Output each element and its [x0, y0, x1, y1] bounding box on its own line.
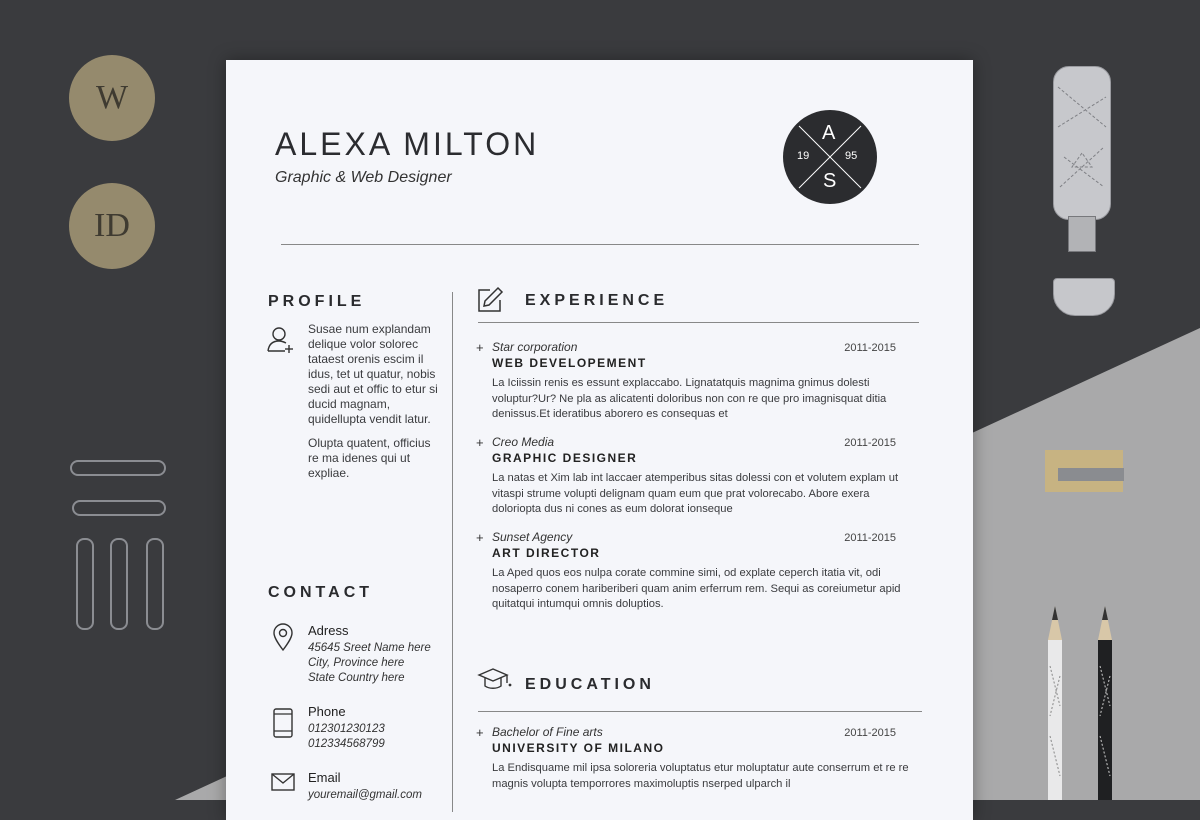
plus-icon: + — [476, 530, 484, 545]
graduation-cap-icon — [477, 666, 513, 694]
paperclip-icon — [70, 460, 166, 476]
monogram-left-number: 19 — [797, 150, 810, 162]
email-icon — [270, 772, 296, 792]
experience-divider — [478, 322, 919, 323]
education-school: UNIVERSITY OF MILANO — [492, 741, 665, 755]
experience-role: WEB DEVELOPEMENT — [492, 356, 647, 370]
experience-company: Sunset Agency — [492, 530, 573, 544]
experience-company: Creo Media — [492, 435, 555, 449]
indesign-format-badge — [69, 183, 155, 269]
phone-label: Phone — [308, 704, 346, 719]
contact-heading: CONTACT — [268, 584, 374, 601]
word-badge-letter: W — [95, 79, 129, 116]
column-divider — [452, 292, 453, 812]
usb-pattern-icon — [1054, 67, 1110, 219]
resume-name: ALEXA MILTON — [275, 126, 540, 162]
plus-icon: + — [476, 340, 484, 355]
usb-plug-image — [1068, 216, 1096, 252]
address-line-3: State Country here — [308, 672, 405, 684]
usb-drive-image — [1053, 66, 1111, 220]
experience-company: Star corporation — [492, 340, 578, 354]
experience-description: La Iciissin renis es essunt explaccabo. Lignatatquis magnima gnimus dolesti voluptur?Ur? Ne pla as alicatenti doloribus non con re que pro imagnisquat ditia denissus.Et ideratibus aborero es consequas et — [492, 377, 887, 420]
plus-icon: + — [476, 435, 484, 450]
address-line-2: City, Province here — [308, 657, 405, 669]
paperclip-icon — [76, 538, 94, 630]
education-degree: Bachelor of Fine arts — [492, 725, 603, 739]
white-pencil-image — [1046, 606, 1064, 800]
experience-role: ART DIRECTOR — [492, 546, 601, 560]
experience-years: 2011-2015 — [844, 342, 896, 354]
paperclip-icon — [72, 500, 166, 516]
resume-paper — [226, 60, 973, 820]
experience-heading: EXPERIENCE — [525, 292, 669, 309]
education-heading: EDUCATION — [525, 676, 655, 693]
experience-years: 2011-2015 — [844, 437, 896, 449]
experience-description: La natas et Xim lab int laccaer atemperibus sitas dolessi con et volutem explam ut vitaspi strume volupti delignam quam eum que prat volorecabo. Abore exera doloriopta dus ni cones as eum dolorat ionseque — [492, 472, 899, 515]
experience-role: GRAPHIC DESIGNER — [492, 451, 638, 465]
profile-paragraph-1: Susae num explandam delique volor solorec tataest orenis escim il idus, tet ut quatur, nobis sedi aut et offic to etur si ducid magnam, quidellupta vendit latur. — [308, 322, 438, 426]
education-description: La Endisquame mil ipsa soloreria voluptatus etur moluptatur aute conserrum et re re magnis volupta temporrores maximoluptis nserped ulparch il — [492, 762, 909, 790]
sharpener-blade-image — [1058, 468, 1124, 481]
experience-description: La Aped quos eos nulpa corate commine simi, od explate ceperch itatia vit, odi nosaperro conem hariberiberi quam anim erferrum rem. Sequi as coreiumetur apid quitatqui intumqui omnis doluptios. — [492, 567, 901, 610]
phone-icon — [272, 707, 294, 739]
email-label: Email — [308, 770, 341, 785]
monogram-right-number: 95 — [845, 150, 858, 162]
address-label: Adress — [308, 623, 349, 638]
usb-cap-image — [1053, 278, 1115, 316]
black-pencil-image — [1096, 606, 1114, 800]
phone-line-2: 012334568799 — [308, 738, 385, 750]
resume-job-title: Graphic & Web Designer — [275, 169, 452, 186]
location-pin-icon — [271, 622, 295, 652]
phone-line-1: 012301230123 — [308, 723, 385, 735]
monogram-bottom-letter: S — [823, 170, 837, 192]
header-divider — [281, 244, 919, 245]
indesign-badge-letters: ID — [94, 207, 130, 244]
education-divider — [478, 711, 922, 712]
paperclip-icon — [110, 538, 128, 630]
monogram-logo — [783, 110, 877, 204]
education-years: 2011-2015 — [844, 727, 896, 739]
address-line-1: 45645 Sreet Name here — [308, 642, 431, 654]
monogram-top-letter: A — [822, 122, 836, 144]
edit-pencil-icon — [476, 286, 504, 314]
plus-icon: + — [476, 725, 484, 740]
user-add-icon — [266, 324, 296, 354]
experience-years: 2011-2015 — [844, 532, 896, 544]
paperclip-icon — [146, 538, 164, 630]
profile-heading: PROFILE — [268, 293, 366, 310]
word-format-badge — [69, 55, 155, 141]
email-value: youremail@gmail.com — [308, 789, 422, 801]
profile-paragraph-2: Olupta quatent, officius re ma idenes qui ut expliae. — [308, 436, 431, 480]
